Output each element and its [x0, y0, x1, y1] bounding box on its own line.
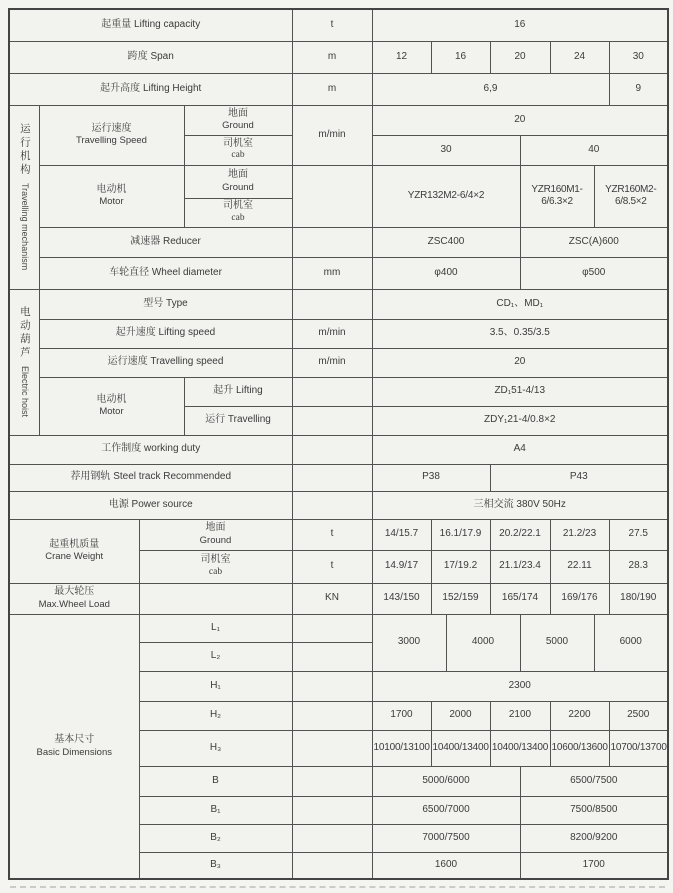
- row-travelling-speed-ground: [9, 105, 668, 135]
- hoist-type-unit: [292, 289, 372, 319]
- hoist-motor-label: 电动机 Motor: [39, 377, 184, 435]
- reducer-value-right: ZSC(A)600: [520, 227, 668, 257]
- steel-track-label: 荐用钢轨 Steel track Recommended: [9, 464, 292, 491]
- row-max-wheel-load: [9, 583, 668, 614]
- row-mech-motor-ground: [9, 165, 668, 198]
- hoist-motor-travelling-sublabel: 运行 Travelling: [184, 406, 292, 435]
- dim-b2-right: 8200/9200: [520, 824, 668, 852]
- speed-ground-sublabel: 地面 Ground: [184, 105, 292, 135]
- mech-motor-unit: [292, 165, 372, 227]
- dim-b-unit: [292, 766, 372, 796]
- section-mech-en: Travelling mechanism: [19, 183, 30, 271]
- crane-specification-table: [8, 8, 669, 880]
- working-duty-value: A4: [372, 435, 668, 464]
- span-label: 跨度 Span: [9, 41, 292, 73]
- dim-h1-unit: [292, 671, 372, 701]
- row-power-source: [9, 491, 668, 519]
- dim-b3-left: 1600: [372, 852, 520, 879]
- steel-track-unit: [292, 464, 372, 491]
- wheel-diameter-right: φ500: [520, 257, 668, 289]
- cw-cab-30: 28.3: [609, 550, 668, 583]
- dim-h1-value: 2300: [372, 671, 668, 701]
- mech-motor-cab-sublabel: 司机室 cab: [184, 198, 292, 227]
- dim-b-left: 5000/6000: [372, 766, 520, 796]
- dim-b-sublabel: B: [139, 766, 292, 796]
- power-source-value: 三相交流 380V 50Hz: [372, 491, 668, 519]
- dim-h2-30: 2500: [609, 701, 668, 730]
- mwl-16: 152/159: [431, 583, 490, 614]
- lifting-height-30m: 9: [609, 73, 668, 105]
- dim-h2-unit: [292, 701, 372, 730]
- wheel-diameter-label: 车轮直径 Wheel diameter: [39, 257, 292, 289]
- hoist-lifting-speed-value: 3.5、0.35/3.5: [372, 319, 668, 348]
- cw-ground-16: 16.1/17.9: [431, 519, 490, 550]
- max-wheel-load-empty-cell: [139, 583, 292, 614]
- hoist-motor-lifting-unit: [292, 377, 372, 406]
- cw-cab-16: 17/19.2: [431, 550, 490, 583]
- hoist-motor-travelling-value: ZDY₁21-4/0.8×2: [372, 406, 668, 435]
- hoist-motor-travelling-unit: [292, 406, 372, 435]
- dim-h1-sublabel: H₁: [139, 671, 292, 701]
- dim-l1-unit: [292, 614, 372, 642]
- cw-cab-24: 22.11: [550, 550, 609, 583]
- max-wheel-load-label: 最大轮压 Max.Wheel Load: [9, 583, 139, 614]
- row-wheel-diameter: [9, 257, 668, 289]
- dim-h3-30: 10700/13700: [609, 730, 668, 766]
- mech-motor-value-2: YZR160M1-6/6.3×2: [520, 165, 594, 227]
- row-steel-track: [9, 464, 668, 491]
- hoist-travelling-speed-unit: m/min: [292, 348, 372, 377]
- dim-h2-sublabel: H₂: [139, 701, 292, 730]
- mwl-12: 143/150: [372, 583, 431, 614]
- power-source-label: 电源 Power source: [9, 491, 292, 519]
- working-duty-unit: [292, 435, 372, 464]
- dim-h2-24: 2200: [550, 701, 609, 730]
- dim-h2-16: 2000: [431, 701, 490, 730]
- dim-b2-sublabel: B₂: [139, 824, 292, 852]
- dim-b3-unit: [292, 852, 372, 879]
- dim-b2-left: 7000/7500: [372, 824, 520, 852]
- dim-l-4000: 4000: [446, 614, 520, 671]
- cw-cab-12: 14.9/17: [372, 550, 431, 583]
- span-value-12: 12: [372, 41, 431, 73]
- hoist-travelling-speed-label: 运行速度 Travelling speed: [39, 348, 292, 377]
- speed-cab-value-right: 40: [520, 135, 668, 165]
- section-hoist-en: Electric hoist: [19, 366, 30, 418]
- dim-l1-sublabel: L₁: [139, 614, 292, 642]
- reducer-label: 减速器 Reducer: [39, 227, 292, 257]
- wheel-diameter-unit: mm: [292, 257, 372, 289]
- hoist-travelling-speed-value: 20: [372, 348, 668, 377]
- row-hoist-travelling-speed: [9, 348, 668, 377]
- crane-weight-cab-unit: t: [292, 550, 372, 583]
- dim-l2-sublabel: L₂: [139, 642, 292, 671]
- mech-motor-value-1: YZR132M2-6/4×2: [372, 165, 520, 227]
- crane-weight-ground-sublabel: 地面 Ground: [139, 519, 292, 550]
- dim-h3-sublabel: H₃: [139, 730, 292, 766]
- lifting-capacity-unit: t: [292, 9, 372, 41]
- hoist-lifting-speed-label: 起升速度 Lifting speed: [39, 319, 292, 348]
- dim-l-6000: 6000: [594, 614, 668, 671]
- max-wheel-load-unit: KN: [292, 583, 372, 614]
- speed-cab-sublabel: 司机室 cab: [184, 135, 292, 165]
- mwl-20: 165/174: [490, 583, 550, 614]
- row-hoist-motor-lifting: [9, 377, 668, 406]
- dim-b3-sublabel: B₃: [139, 852, 292, 879]
- mech-motor-value-3: YZR160M2-6/8.5×2: [594, 165, 668, 227]
- cw-ground-24: 21.2/23: [550, 519, 609, 550]
- dim-l2-unit: [292, 642, 372, 671]
- mwl-24: 169/176: [550, 583, 609, 614]
- steel-track-right: P43: [490, 464, 668, 491]
- dim-b-right: 6500/7500: [520, 766, 668, 796]
- row-lifting-height: [9, 73, 668, 105]
- dim-h2-12: 1700: [372, 701, 431, 730]
- lifting-height-main: 6,9: [372, 73, 609, 105]
- section-mech-zh: 运行机构: [18, 123, 31, 178]
- speed-ground-value: 20: [372, 105, 668, 135]
- span-value-30: 30: [609, 41, 668, 73]
- cw-cab-20: 21.1/23.4: [490, 550, 550, 583]
- dim-b1-unit: [292, 796, 372, 824]
- span-value-24: 24: [550, 41, 609, 73]
- speed-cab-value-left: 30: [372, 135, 520, 165]
- wheel-diameter-left: φ400: [372, 257, 520, 289]
- mech-motor-ground-sublabel: 地面 Ground: [184, 165, 292, 198]
- dim-b1-right: 7500/8500: [520, 796, 668, 824]
- dim-b1-left: 6500/7000: [372, 796, 520, 824]
- basic-dimensions-label: 基本尺寸 Basic Dimensions: [9, 614, 139, 879]
- lifting-height-label: 起升高度 Lifting Height: [9, 73, 292, 105]
- power-source-unit: [292, 491, 372, 519]
- dim-h3-12: 10100/13100: [372, 730, 431, 766]
- hoist-motor-lifting-sublabel: 起升 Lifting: [184, 377, 292, 406]
- dim-h3-20: 10400/13400: [490, 730, 550, 766]
- dim-l-5000: 5000: [520, 614, 594, 671]
- dim-h3-24: 10600/13600: [550, 730, 609, 766]
- span-value-20: 20: [490, 41, 550, 73]
- row-hoist-type: [9, 289, 668, 319]
- crane-weight-label: 起重机质量 Crane Weight: [9, 519, 139, 583]
- travelling-speed-label: 运行速度 Travelling Speed: [39, 105, 184, 165]
- row-hoist-lifting-speed: [9, 319, 668, 348]
- lifting-capacity-label: 起重量 Lifting capacity: [9, 9, 292, 41]
- dim-l-3000: 3000: [372, 614, 446, 671]
- dim-b1-sublabel: B₁: [139, 796, 292, 824]
- dim-b2-unit: [292, 824, 372, 852]
- crane-weight-cab-sublabel: 司机室 cab: [139, 550, 292, 583]
- dim-h2-20: 2100: [490, 701, 550, 730]
- hoist-type-label: 型号 Type: [39, 289, 292, 319]
- lifting-capacity-value: 16: [372, 9, 668, 41]
- steel-track-left: P38: [372, 464, 490, 491]
- mwl-30: 180/190: [609, 583, 668, 614]
- row-lifting-capacity: [9, 9, 668, 41]
- row-reducer: [9, 227, 668, 257]
- row-dim-l1: [9, 614, 668, 642]
- row-crane-weight-ground: [9, 519, 668, 550]
- hoist-motor-lifting-value: ZD₁51-4/13: [372, 377, 668, 406]
- dim-h3-unit: [292, 730, 372, 766]
- span-value-16: 16: [431, 41, 490, 73]
- hoist-lifting-speed-unit: m/min: [292, 319, 372, 348]
- reducer-value-left: ZSC400: [372, 227, 520, 257]
- working-duty-label: 工作制度 working duty: [9, 435, 292, 464]
- cw-ground-20: 20.2/22.1: [490, 519, 550, 550]
- section-travelling-mechanism: [9, 105, 39, 289]
- section-electric-hoist: [9, 289, 39, 435]
- reducer-unit: [292, 227, 372, 257]
- span-unit: m: [292, 41, 372, 73]
- row-working-duty: [9, 435, 668, 464]
- cw-ground-12: 14/15.7: [372, 519, 431, 550]
- scan-artifact-dashed-line: [10, 886, 665, 888]
- travelling-speed-unit: m/min: [292, 105, 372, 165]
- row-span: [9, 41, 668, 73]
- dim-b3-right: 1700: [520, 852, 668, 879]
- dim-h3-16: 10400/13400: [431, 730, 490, 766]
- lifting-height-unit: m: [292, 73, 372, 105]
- mech-motor-label: 电动机 Motor: [39, 165, 184, 227]
- hoist-type-value: CD₁、MD₁: [372, 289, 668, 319]
- cw-ground-30: 27.5: [609, 519, 668, 550]
- section-hoist-zh: 电动葫芦: [18, 306, 31, 361]
- crane-weight-ground-unit: t: [292, 519, 372, 550]
